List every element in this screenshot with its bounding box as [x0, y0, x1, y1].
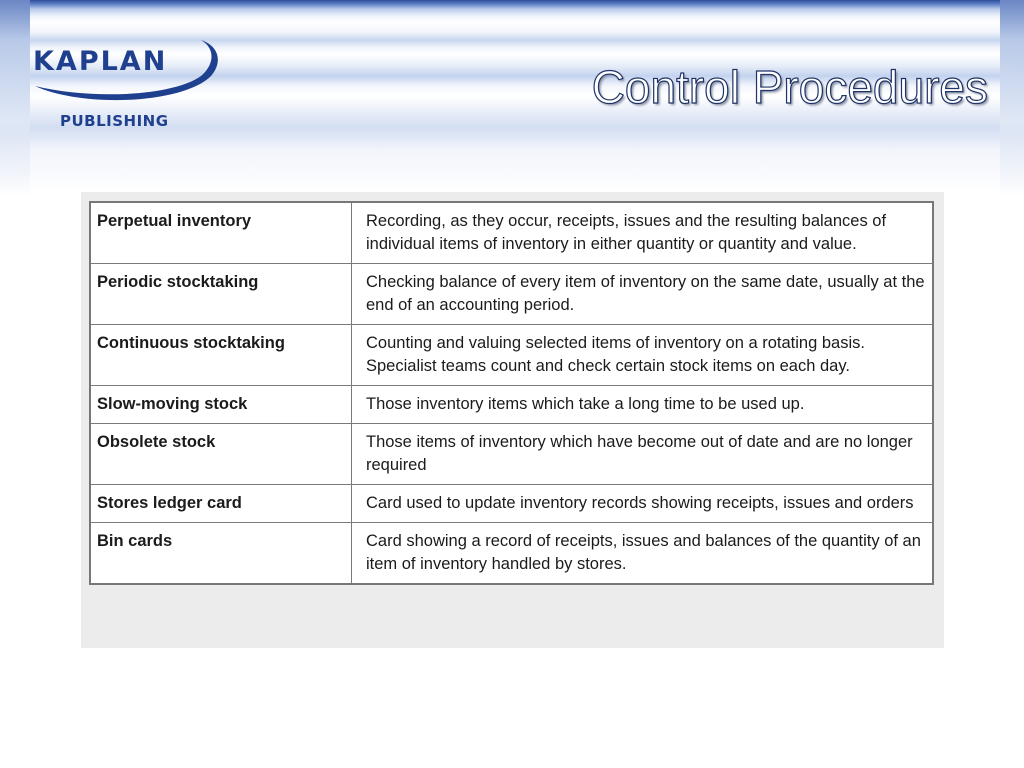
term-cell: Continuous stocktaking [90, 325, 352, 386]
term-cell: Periodic stocktaking [90, 264, 352, 325]
term-cell: Bin cards [90, 523, 352, 585]
table-row [90, 523, 933, 585]
term-cell: Obsolete stock [90, 424, 352, 485]
table-row [90, 264, 933, 325]
definition-cell: Card used to update inventory records showing receipts, issues and orders [352, 485, 934, 523]
table-row [90, 202, 933, 264]
kaplan-logo [33, 38, 223, 138]
table-row [90, 424, 933, 485]
table-row [90, 325, 933, 386]
logo-wordmark: KAPLAN [33, 46, 168, 77]
definition-cell: Recording, as they occur, receipts, issues and the resulting balances of individual items of inventory in either quantity or quantity and value. [352, 202, 934, 264]
term-cell: Slow-moving stock [90, 386, 352, 424]
definitions-table [89, 201, 934, 585]
logo-subtext: PUBLISHING [60, 112, 169, 130]
definition-cell: Card showing a record of receipts, issues and balances of the quantity of an item of inventory handled by stores. [352, 523, 934, 585]
definition-cell: Checking balance of every item of inventory on the same date, usually at the end of an accounting period. [352, 264, 934, 325]
term-cell: Perpetual inventory [90, 202, 352, 264]
logo-swoosh-icon [33, 38, 225, 104]
table-row [90, 386, 933, 424]
table-frame [81, 192, 944, 648]
definition-cell: Those inventory items which take a long time to be used up. [352, 386, 934, 424]
page-title: Control Procedures [591, 61, 988, 113]
table-row [90, 485, 933, 523]
term-cell: Stores ledger card [90, 485, 352, 523]
definition-cell: Those items of inventory which have become out of date and are no longer required [352, 424, 934, 485]
definition-cell: Counting and valuing selected items of inventory on a rotating basis. Specialist teams count and check certain stock items on each day. [352, 325, 934, 386]
